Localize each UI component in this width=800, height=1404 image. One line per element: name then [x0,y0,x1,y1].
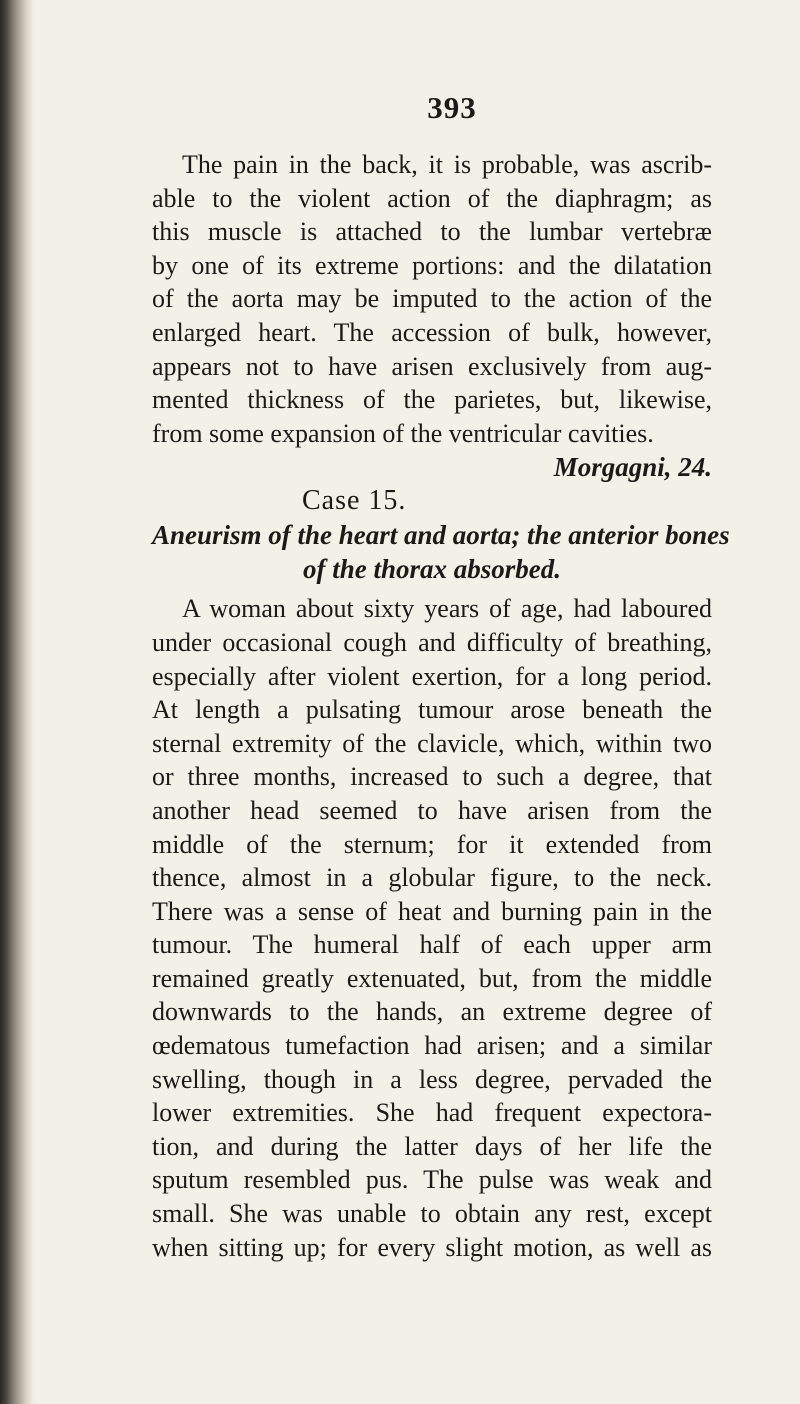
attribution: Morgagni, 24. [553,452,712,483]
text-line: or three months, increased to such a degree, that [152,762,712,792]
text-line: middle of the sternum; for it extended from [152,829,712,859]
paragraph-case-description [152,592,712,1264]
text-line: lower extremities. She had frequent expectora- [152,1098,712,1128]
text-line: sternal extremity of the clavicle, which, within two [152,728,712,758]
case-heading: Case 15. [302,485,407,517]
text-line: enlarged heart. The accession of bulk, however, [152,317,712,347]
text-line: small. She was unable to obtain any rest, except [152,1199,712,1229]
book-spine-shadow [0,0,34,1404]
text-line: thence, almost in a globular figure, to the neck. [152,863,712,893]
text-line: under occasional cough and difficulty of breathing, [152,627,712,657]
case-title [152,518,730,586]
text-line: œdematous tumefaction had arisen; and a similar [152,1031,712,1061]
text-line: another head seemed to have arisen from the [152,795,712,825]
text-line: tumour. The humeral half of each upper arm [152,930,712,960]
text-line: downwards to the hands, an extreme degree of [152,997,712,1027]
text-line: especially after violent exertion, for a long period. [152,661,712,691]
text-line: tion, and during the latter days of her life the [152,1131,712,1161]
text-line: mented thickness of the parietes, but, likewise, [152,385,712,415]
text-line: this muscle is attached to the lumbar vertebræ [152,217,712,247]
case-title-line: of the thorax absorbed. [302,554,562,585]
text-line: The pain in the back, it is probable, was ascrib- [182,150,712,179]
text-line: sputum resembled pus. The pulse was weak and [152,1165,712,1195]
text-line: by one of its extreme portions: and the dilatation [152,250,712,280]
text-line: swelling, though in a less degree, pervaded the [152,1064,712,1094]
text-line: when sitting up; for every slight motion, as well as [152,1232,712,1262]
book-page [152,90,730,1264]
paragraph-pain-in-back [152,148,712,450]
page-number: 393 [427,90,477,125]
text-line: from some expansion of the ventricular cavities. [152,418,654,448]
text-line: There was a sense of heat and burning pain in the [152,896,712,926]
text-line: A woman about sixty years of age, had laboured [182,594,712,624]
text-line: remained greatly extenuated, but, from the middle [152,963,712,993]
case-title-line: Aneurism of the heart and aorta; the anterior bones [152,520,730,551]
text-line: appears not to have arisen exclusively from aug- [152,351,712,381]
text-line: able to the violent action of the diaphragm; as [152,183,712,213]
text-line: At length a pulsating tumour arose beneath the [152,695,712,725]
text-line: of the aorta may be imputed to the action of the [152,284,712,314]
